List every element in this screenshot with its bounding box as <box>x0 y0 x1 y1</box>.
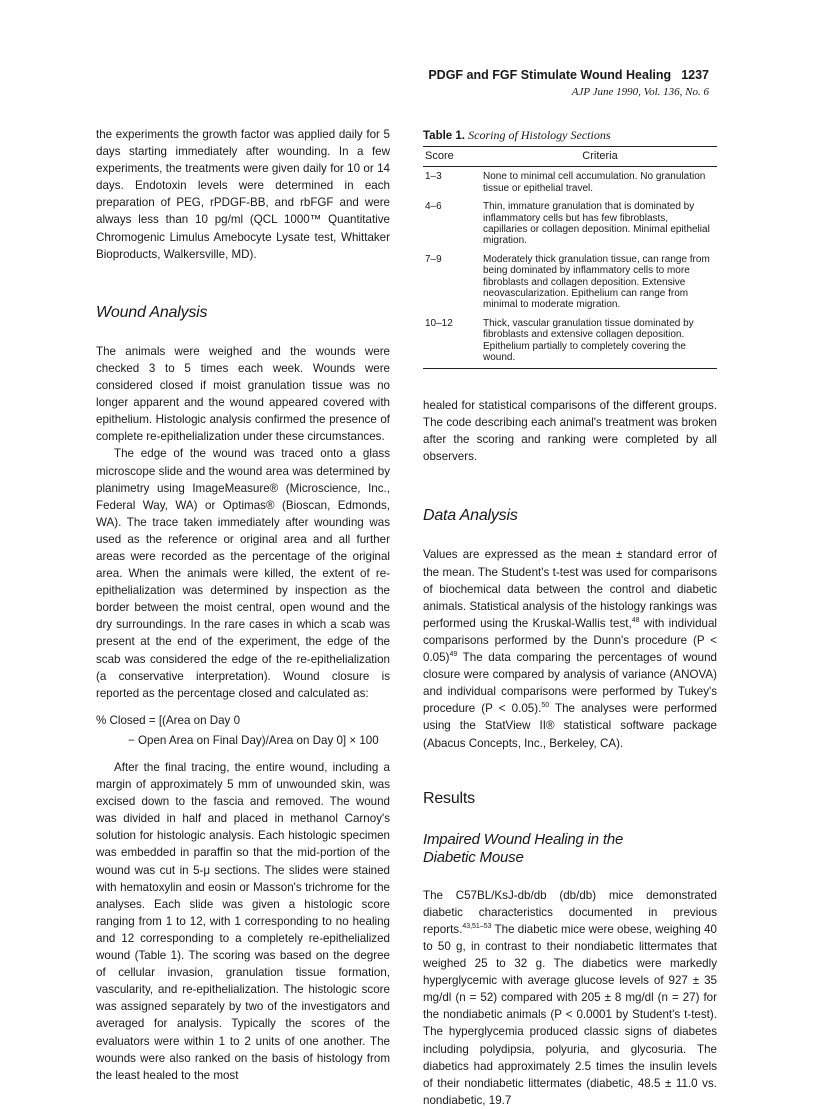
table-title: Scoring of Histology Sections <box>468 128 611 142</box>
score-cell: 10–12 <box>423 314 483 368</box>
statistics-text-c: The data comparing the percentages of wound closure were compared by analysis of variance (ANOVA) and individual comparisons were performed by Tukey's procedure (P < 0.05). <box>423 651 717 716</box>
paragraph-statistics <box>423 546 717 751</box>
heading-results: Results <box>423 789 475 807</box>
reference-43-53: 43,51–53 <box>462 923 492 931</box>
statistics-text-a: Values are expressed as the mean ± standard error of the mean. The Student's t-test was used for comparisons of biochemical data between the control and diabetic animals. Statistical analysis of the histology rankings was performed using the Kruskal-Wallis test, <box>423 548 717 630</box>
equation-percent-closed <box>96 712 390 749</box>
left-column <box>96 126 390 1084</box>
heading-data-analysis: Data Analysis <box>423 507 518 525</box>
statistics-text-d: The analyses were performed using the StatView II® statistical software package (Abacus Concepts, Inc., Berkeley, CA). <box>423 702 717 750</box>
reference-49: 49 <box>449 651 458 659</box>
score-cell: 4–6 <box>425 201 442 213</box>
column-header-criteria: Criteria <box>483 147 717 167</box>
table-row <box>423 250 717 314</box>
table-label: Table 1. <box>423 130 465 142</box>
criteria-cell: Moderately thick granulation tissue, can range from being dominated by inflammatory cells to more fibroblasts and collagen deposition. Extensive neovascularization. Epithelium can range from minimal to moderate migration. <box>483 253 710 311</box>
paragraph-diabetic-mice <box>423 887 717 1109</box>
paragraph-planimetry: The edge of the wound was traced onto a glass microscope slide and the wound area was determined by planimetry using ImageMeasure® (Microscience, Inc., Federal Way, WA) or Optimas® (Bioscan, Edmonds, WA). The trace taken immediately after wounding was used as the reference or original area and all further areas were recorded as the percentage of the original area. When the animals were killed, the extent of re-epithelialization was determined by inspection as the border between the moist central, open wound and the dry surroundings. In the rare cases in which a scab was present at the end of the experiment, the edge of the scab was considered the edge of the re-epithelialization (a conservative interpretation). Wound closure is reported as the percentage closed and calculated as: <box>96 447 390 700</box>
reference-48: 48 <box>631 616 640 624</box>
criteria-cell: Thin, immature granulation that is dominated by inflammatory cells but has few fibroblasts, capillaries or collagen deposition. Minimal epithelial migration. <box>483 201 710 247</box>
equation-line-2: − Open Area on Final Day)/Area on Day 0] × 100 <box>128 733 379 747</box>
paragraph-ranking: healed for statistical comparisons of the different groups. The code describing each animal's treatment was broken after the scoring and ranking were completed by all observers. <box>423 399 717 464</box>
running-head <box>428 66 709 98</box>
reference-50: 50 <box>541 702 550 710</box>
right-column <box>423 397 717 1109</box>
column-header-score: Score <box>423 147 483 167</box>
table-caption <box>423 128 717 143</box>
equation-line-1: % Closed = [(Area on Day 0 <box>96 713 241 727</box>
statistics-text-b: with individual comparisons performed by the Dunn's procedure (P < 0.05) <box>423 616 717 665</box>
diabetic-text-a: The C57BL/KsJ-db/db (db/db) mice demonstrated diabetic characteristics documented in previous reports. <box>423 888 717 936</box>
paragraph-wound-check: The animals were weighed and the wounds were checked 3 to 5 times each week. Wounds were considered closed if moist granulation tissue was no longer apparent and the wound appeared covered with epithelium. Histologic analysis confirmed the presence of complete re-epithelialization under these circumstances. <box>96 344 390 444</box>
subheading-impaired-healing: Impaired Wound Healing in the Diabetic Mouse <box>423 830 624 866</box>
paragraph-histology: After the final tracing, the entire wound, including a margin of approximately 5 mm of unwounded skin, was excised down to the fascia and removed. The wound was divided in half and placed in methanol Carnoy's solution for histologic analysis. Each histologic specimen was embedded in paraffin so that the mid-portion of the wound was cut in 5-μ sections. The slides were stained with hematoxylin and eosin or Masson's trichrome for the analyses. Each slide was given a histologic score ranging from 1 to 12, with 1 corresponding to no healing and 12 corresponding to a completely re-epithelialized wound (Table 1). The scoring was based on the degree of cellular invasion, granulation tissue formation, vascularity, and re-epithelialization. The histologic score was assigned separately by two of the investigators and averaged for analysis. Typically the scores of the evaluators were within 1 to 2 units of one another. The wounds were also ranked on the basis of histology from the least healed to the most <box>96 761 390 1082</box>
table-row <box>423 197 717 250</box>
table-1 <box>423 128 717 369</box>
running-title: PDGF and FGF Stimulate Wound Healing <box>428 68 672 82</box>
journal-citation: AJP June 1990, Vol. 136, No. 6 <box>571 86 709 98</box>
criteria-cell: Thick, vascular granulation tissue dominated by fibroblasts and extensive collagen deposition. Epithelium partially to completely covering the wound. <box>483 314 717 368</box>
score-cell: 7–9 <box>425 253 442 265</box>
heading-wound-analysis: Wound Analysis <box>96 303 208 321</box>
criteria-cell: None to minimal cell accumulation. No granulation tissue or epithelial travel. <box>483 171 706 194</box>
scoring-table <box>423 146 717 369</box>
page-number: 1237 <box>681 68 709 82</box>
table-row <box>423 167 717 197</box>
diabetic-text-b: The diabetic mice were obese, weighing 40 to 50 g, in contrast to their nondiabetic littermates that weighed 25 to 32 g. The diabetics were markedly hyperglycemic with average glucose levels of 927 ± 35 mg/dl (n = 52) compared with 205 ± 8 mg/dl (n = 27) for the nondiabetic animals (P < 0.0001 by Student's t-test). The hyperglycemia produced classic signs of diabetes including polydipsia, polyuria, and glycosuria. The diabetics had approximately 2.5 times the insulin levels of their nondiabetic littermates (diabetic, 48.5 ± 11.0 vs. nondiabetic, 19.7 <box>423 922 717 1107</box>
paragraph-growth-factor: the experiments the growth factor was applied daily for 5 days starting immediately after wounding. In a few experiments, the treatments were given daily for 10 or 14 days. Endotoxin levels were determined in each preparation of PEG, rPDGF-BB, and rbFGF and were always less than 10 pg/ml (QCL 1000™ Quantitative Chromogenic Limulus Amebocyte Lysate test, Whittaker Bioproducts, Walkersville, MD). <box>96 128 390 261</box>
table-row <box>423 314 717 368</box>
score-cell: 1–3 <box>425 171 442 183</box>
